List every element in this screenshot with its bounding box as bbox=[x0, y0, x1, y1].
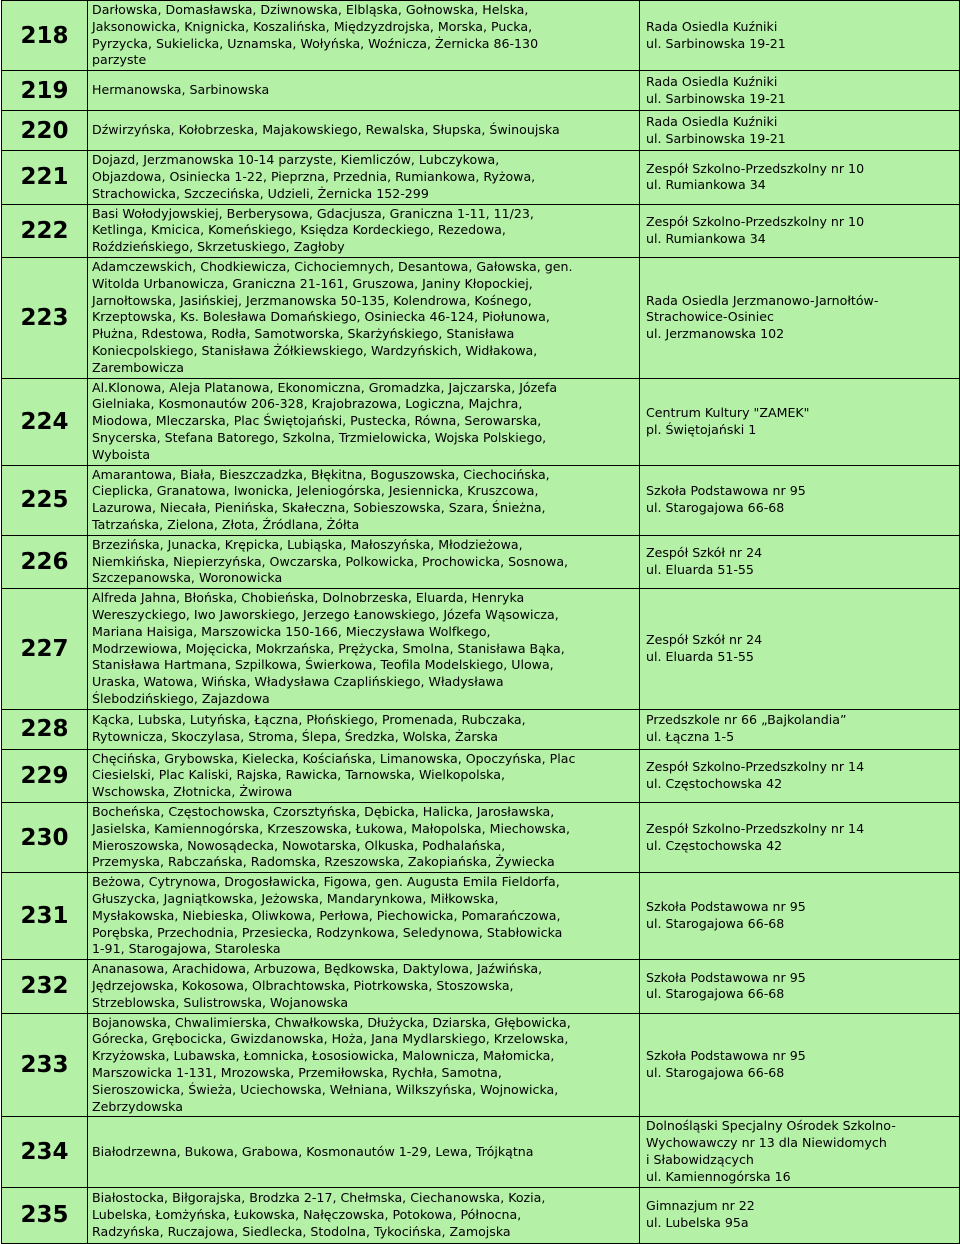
polling-place-line: Wychowawczy nr 13 dla Niewidomych bbox=[646, 1135, 887, 1151]
street-list-line: Jędrzejowska, Kokosowa, Olbrachtowska, Piotrkowska, Stoszowska, bbox=[92, 978, 514, 994]
polling-place-line: Szkoła Podstawowa nr 95 bbox=[646, 483, 806, 499]
district-number: 231 bbox=[2, 873, 88, 960]
polling-place-line: pl. Świętojański 1 bbox=[646, 421, 757, 437]
polling-place-line: Szkoła Podstawowa nr 95 bbox=[646, 969, 806, 985]
table-row bbox=[2, 378, 960, 465]
polling-place-line: i Słabowidzących bbox=[646, 1152, 754, 1168]
polling-place-line: ul. Starogajowa 66-68 bbox=[646, 1065, 785, 1081]
street-list-line: Jasielska, Kamiennogórska, Krzeszowska, Łukowa, Małopolska, Miechowska, bbox=[92, 820, 571, 836]
street-list bbox=[88, 71, 640, 111]
street-list-line: Objazdowa, Osiniecka 1-22, Pieprzna, Przednia, Rumiankowa, Ryżowa, bbox=[92, 168, 536, 184]
street-list-line: Przemyska, Rabczańska, Radomska, Rzeszowska, Zakopiańska, Żywiecka bbox=[92, 854, 555, 870]
street-list bbox=[88, 465, 640, 535]
street-list-line: Pyrzycka, Sukielicka, Uznamska, Wołyńska, Woźnicza, Żernicka 86-130 bbox=[92, 35, 539, 51]
street-list bbox=[88, 151, 640, 204]
street-list-line: Witolda Urbanowicza, Graniczna 21-161, Gruszowa, Janiny Kłopockiej, bbox=[92, 275, 533, 291]
street-list-line: Amarantowa, Biała, Bieszczadzka, Błękitna, Boguszowska, Ciechocińska, bbox=[92, 466, 550, 482]
polling-place bbox=[640, 111, 960, 151]
table-row bbox=[2, 71, 960, 111]
street-list-line: Krzeptowska, Ks. Bolesława Domańskiego, Osiniecka 46-124, Piołunowa, bbox=[92, 309, 550, 325]
polling-place-line: ul. Sarbinowska 19-21 bbox=[646, 90, 786, 106]
street-list-line: Szczepanowska, Woronowicka bbox=[92, 570, 283, 586]
polling-place bbox=[640, 465, 960, 535]
table-row bbox=[2, 1, 960, 71]
street-list-line: Darłowska, Domasławska, Dziwnowska, Elbląska, Gołnowska, Helska, bbox=[92, 2, 529, 17]
street-list-line: Zebrzydowska bbox=[92, 1098, 183, 1114]
district-number: 221 bbox=[2, 151, 88, 204]
street-list-line: Ślebodzińskiego, Zajazdowa bbox=[92, 690, 270, 706]
polling-place-line: ul. Sarbinowska 19-21 bbox=[646, 35, 786, 51]
street-list-line: Wyboista bbox=[92, 446, 151, 462]
district-number: 235 bbox=[2, 1187, 88, 1243]
street-list bbox=[88, 378, 640, 465]
street-list-line: Białostocka, Biłgorajska, Brodzka 2-17, Chełmska, Ciechanowska, Kozia, bbox=[92, 1189, 546, 1205]
polling-place bbox=[640, 1187, 960, 1243]
street-list-line: Stanisława Hartmana, Szpilkowa, Świerkowa, Teofila Modelskiego, Ulowa, bbox=[92, 657, 554, 673]
street-list bbox=[88, 1, 640, 71]
street-list-line: Dojazd, Jerzmanowska 10-14 parzyste, Kiemliczów, Lubczykowa, bbox=[92, 152, 500, 168]
polling-place bbox=[640, 1117, 960, 1187]
district-number: 224 bbox=[2, 378, 88, 465]
street-list-line: Hermanowska, Sarbinowska bbox=[92, 82, 270, 98]
street-list-line: Płużna, Rdestowa, Rodła, Samotworska, Skarżyńskiego, Stanisława bbox=[92, 326, 515, 342]
polling-place-line: Zespół Szkolno-Przedszkolny nr 10 bbox=[646, 160, 865, 176]
district-number: 225 bbox=[2, 465, 88, 535]
street-list bbox=[88, 535, 640, 588]
polling-place-line: Strachowice-Osiniec bbox=[646, 309, 774, 325]
street-list-line: Głuszycka, Jagniątkowska, Jeżowska, Mandarynkowa, Miłkowska, bbox=[92, 891, 499, 907]
table-row bbox=[2, 465, 960, 535]
polling-place-line: ul. Częstochowska 42 bbox=[646, 775, 783, 791]
street-list bbox=[88, 873, 640, 960]
polling-place-line: Gimnazjum nr 22 bbox=[646, 1198, 755, 1214]
polling-place bbox=[640, 709, 960, 749]
table-row bbox=[2, 1013, 960, 1117]
district-number: 227 bbox=[2, 589, 88, 710]
street-list-line: Rytownicza, Skoczylasa, Stroma, Ślepa, Średzka, Wolska, Żarska bbox=[92, 729, 498, 745]
table-row bbox=[2, 709, 960, 749]
polling-place-line: Szkoła Podstawowa nr 95 bbox=[646, 1048, 806, 1064]
street-list-line: Strachowicka, Szczecińska, Udzieli, Żernicka 152-299 bbox=[92, 185, 429, 201]
street-list-line: Beżowa, Cytrynowa, Drogosławicka, Figowa, gen. Augusta Emila Fieldorfa, bbox=[92, 874, 560, 890]
street-list-line: Wschowska, Złotnicka, Żwirowa bbox=[92, 784, 293, 800]
street-list-line: Snycerska, Stefana Batorego, Szkolna, Trzmielowicka, Wojska Polskiego, bbox=[92, 429, 547, 445]
street-list-line: Miodowa, Mleczarska, Plac Świętojański, Pustecka, Równa, Serowarska, bbox=[92, 413, 542, 429]
table-row bbox=[2, 257, 960, 378]
street-list-line: Bocheńska, Częstochowska, Czorsztyńska, Dębicka, Halicka, Jarosławska, bbox=[92, 804, 555, 820]
street-list bbox=[88, 749, 640, 802]
street-list bbox=[88, 257, 640, 378]
polling-place bbox=[640, 960, 960, 1013]
street-list-line: Ciesielski, Plac Kaliski, Rajska, Rawicka, Tarnowska, Wielkopolska, bbox=[92, 767, 505, 783]
polling-place-line: ul. Starogajowa 66-68 bbox=[646, 986, 785, 1002]
street-list-line: Białodrzewna, Bukowa, Grabowa, Kosmonautów 1-29, Lewa, Trójkątna bbox=[92, 1143, 534, 1159]
street-list-line: Jaksonowicka, Knignicka, Koszalińska, Międzyzdrojska, Morska, Pucka, bbox=[92, 18, 533, 34]
street-list-line: Zarembowicza bbox=[92, 359, 185, 375]
street-list bbox=[88, 960, 640, 1013]
polling-place bbox=[640, 873, 960, 960]
street-list bbox=[88, 803, 640, 873]
polling-place-line: Centrum Kultury "ZAMEK" bbox=[646, 404, 810, 420]
table-row bbox=[2, 749, 960, 802]
street-list-line: Krzyżowska, Lubawska, Łomnicka, Łososiowicka, Malownicza, Małomicka, bbox=[92, 1048, 555, 1064]
street-list-line: Ananasowa, Arachidowa, Arbuzowa, Będkowska, Daktylowa, Jaźwińska, bbox=[92, 961, 543, 977]
district-number: 230 bbox=[2, 803, 88, 873]
polling-place bbox=[640, 204, 960, 257]
polling-place-line: Dolnośląski Specjalny Ośrodek Szkolno- bbox=[646, 1118, 896, 1134]
polling-place bbox=[640, 535, 960, 588]
district-number: 226 bbox=[2, 535, 88, 588]
district-number: 218 bbox=[2, 1, 88, 71]
polling-place bbox=[640, 1013, 960, 1117]
polling-place-line: ul. Rumiankowa 34 bbox=[646, 177, 766, 193]
street-list-line: Porębska, Przechodnia, Przesiecka, Rodzynkowa, Seledynowa, Stabłowicka bbox=[92, 924, 563, 940]
table-row bbox=[2, 960, 960, 1013]
table-row bbox=[2, 535, 960, 588]
street-list-line: Dźwirzyńska, Kołobrzeska, Majakowskiego, Rewalska, Słupska, Świnoujska bbox=[92, 122, 560, 138]
polling-place bbox=[640, 1, 960, 71]
street-list-line: Al.Klonowa, Aleja Platanowa, Ekonomiczna, Gromadzka, Jajczarska, Józefa bbox=[92, 379, 558, 395]
polling-place-line: ul. Rumiankowa 34 bbox=[646, 230, 766, 246]
street-list bbox=[88, 709, 640, 749]
polling-place-line: Rada Osiedla Jerzmanowo-Jarnołtów- bbox=[646, 292, 879, 308]
polling-place-line: ul. Jerzmanowska 102 bbox=[646, 326, 785, 342]
district-number: 220 bbox=[2, 111, 88, 151]
street-list bbox=[88, 1013, 640, 1117]
street-list-line: Górecka, Grębocicka, Gwizdanowska, Hoża, Jana Mydlarskiego, Krzelowska, bbox=[92, 1031, 569, 1047]
street-list-line: Sieroszowicka, Świeża, Uciechowska, Wełniana, Wilkszyńska, Wojnowicka, bbox=[92, 1081, 559, 1097]
table-row bbox=[2, 111, 960, 151]
polling-place-line: ul. Częstochowska 42 bbox=[646, 837, 783, 853]
polling-place-line: Rada Osiedla Kuźniki bbox=[646, 73, 778, 89]
district-number: 229 bbox=[2, 749, 88, 802]
street-list-line: Kącka, Lubska, Lutyńska, Łączna, Płońskiego, Promenada, Rubczaka, bbox=[92, 712, 526, 728]
polling-place bbox=[640, 378, 960, 465]
district-number: 233 bbox=[2, 1013, 88, 1117]
street-list bbox=[88, 1187, 640, 1243]
districts-table-body bbox=[2, 1, 960, 1244]
polling-place bbox=[640, 151, 960, 204]
polling-place-line: Rada Osiedla Kuźniki bbox=[646, 18, 778, 34]
street-list bbox=[88, 204, 640, 257]
table-row bbox=[2, 151, 960, 204]
polling-place-line: Zespół Szkolno-Przedszkolny nr 14 bbox=[646, 820, 865, 836]
street-list-line: Jarnołtowska, Jasińskiej, Jerzmanowska 50-135, Kolendrowa, Kośnego, bbox=[92, 292, 532, 308]
street-list bbox=[88, 589, 640, 710]
table-row bbox=[2, 873, 960, 960]
polling-place-line: ul. Lubelska 95a bbox=[646, 1215, 749, 1231]
polling-place-line: Zespół Szkół nr 24 bbox=[646, 632, 763, 648]
table-row bbox=[2, 803, 960, 873]
street-list-line: Ketlinga, Kmicica, Komeńskiego, Księdza Kordeckiego, Rezedowa, bbox=[92, 222, 506, 238]
polling-place-line: Zespół Szkolno-Przedszkolny nr 10 bbox=[646, 213, 865, 229]
street-list-line: Lazurowa, Niecała, Pienińska, Skałeczna, Sobieszowska, Szara, Śnieżna, bbox=[92, 500, 546, 516]
district-number: 232 bbox=[2, 960, 88, 1013]
table-row bbox=[2, 589, 960, 710]
district-number: 223 bbox=[2, 257, 88, 378]
polling-place-line: ul. Eluarda 51-55 bbox=[646, 648, 754, 664]
district-number: 234 bbox=[2, 1117, 88, 1187]
table-row bbox=[2, 1187, 960, 1243]
street-list-line: Wereszyckiego, Iwo Jaworskiego, Jerzego Łanowskiego, Józefa Wąsowicza, bbox=[92, 606, 559, 622]
street-list-line: Niemkińska, Niepierzyńska, Owczarska, Polkowicka, Prochowicka, Sosnowa, bbox=[92, 553, 569, 569]
street-list-line: Gielniaka, Kosmonautów 206-328, Krajobrazowa, Logiczna, Majchra, bbox=[92, 396, 523, 412]
street-list-line: parzyste bbox=[92, 52, 147, 68]
street-list-line: Alfreda Jahna, Błońska, Chobieńska, Dolnobrzeska, Eluarda, Henryka bbox=[92, 590, 525, 606]
street-list-line: Strzeblowska, Sulistrowska, Wojanowska bbox=[92, 994, 349, 1010]
street-list-line: Marszowicka 1-131, Mrozowska, Przemiłowska, Rychła, Samotna, bbox=[92, 1065, 502, 1081]
polling-place-line: ul. Kamiennogórska 16 bbox=[646, 1168, 791, 1184]
street-list-line: Chęcińska, Grybowska, Kielecka, Kościańska, Limanowska, Opoczyńska, Plac bbox=[92, 750, 576, 766]
polling-place-line: Rada Osiedla Kuźniki bbox=[646, 113, 778, 129]
street-list-line: Mysłakowska, Niebieska, Oliwkowa, Perłowa, Piechowicka, Pomarańczowa, bbox=[92, 907, 561, 923]
street-list-line: Mariana Haisiga, Marszowicka 150-166, Mieczysława Wolfkego, bbox=[92, 623, 491, 639]
polling-place bbox=[640, 257, 960, 378]
table-row bbox=[2, 204, 960, 257]
street-list-line: Roździeńskiego, Skrzetuskiego, Zagłoby bbox=[92, 239, 345, 255]
street-list bbox=[88, 111, 640, 151]
street-list-line: Basi Wołodyjowskiej, Berberysowa, Gdacjusza, Graniczna 1-11, 11/23, bbox=[92, 205, 534, 221]
polling-place bbox=[640, 803, 960, 873]
district-number: 228 bbox=[2, 709, 88, 749]
districts-table bbox=[1, 0, 960, 1244]
polling-place bbox=[640, 589, 960, 710]
street-list bbox=[88, 1117, 640, 1187]
street-list-line: Adamczewskich, Chodkiewicza, Cichociemnych, Desantowa, Gałowska, gen. bbox=[92, 258, 573, 274]
street-list-line: Koniecpolskiego, Stanisława Żółkiewskiego, Wardzyńskich, Widłakowa, bbox=[92, 342, 538, 358]
polling-place-line: ul. Starogajowa 66-68 bbox=[646, 500, 785, 516]
street-list-line: Bojanowska, Chwalimierska, Chwałkowska, Dłużycka, Dziarska, Głębowicka, bbox=[92, 1014, 571, 1030]
polling-place-line: Zespół Szkolno-Przedszkolny nr 14 bbox=[646, 759, 865, 775]
table-row bbox=[2, 1117, 960, 1187]
street-list-line: Lubelska, Łomżyńska, Łukowska, Nałęczowska, Potokowa, Północna, bbox=[92, 1206, 522, 1222]
street-list-line: Modrzewiowa, Mojęcicka, Mokrzańska, Prężycka, Smolna, Stanisława Bąka, bbox=[92, 640, 565, 656]
district-number: 219 bbox=[2, 71, 88, 111]
polling-place-line: ul. Eluarda 51-55 bbox=[646, 561, 754, 577]
polling-place bbox=[640, 71, 960, 111]
street-list-line: Cieplicka, Granatowa, Iwonicka, Jeleniogórska, Jesiennicka, Kruszcowa, bbox=[92, 483, 539, 499]
street-list-line: Tatrzańska, Zielona, Złota, Źródlana, Żółta bbox=[92, 516, 360, 532]
polling-place-line: Zespół Szkół nr 24 bbox=[646, 545, 763, 561]
polling-place-line: ul. Sarbinowska 19-21 bbox=[646, 130, 786, 146]
street-list-line: Brzezińska, Junacka, Krępicka, Lubiąska, Małoszyńska, Młodzieżowa, bbox=[92, 536, 523, 552]
street-list-line: 1-91, Starogajowa, Staroleska bbox=[92, 941, 281, 957]
polling-place-line: ul. Starogajowa 66-68 bbox=[646, 916, 785, 932]
polling-place-line: Szkoła Podstawowa nr 95 bbox=[646, 899, 806, 915]
polling-place bbox=[640, 749, 960, 802]
street-list-line: Uraska, Watowa, Wińska, Władysława Czaplińskiego, Władysława bbox=[92, 674, 504, 690]
polling-place-line: ul. Łączna 1-5 bbox=[646, 729, 735, 745]
street-list-line: Radzyńska, Ruczajowa, Siedlecka, Stodolna, Tykocińska, Zamojska bbox=[92, 1223, 511, 1239]
district-number: 222 bbox=[2, 204, 88, 257]
street-list-line: Mieroszowska, Nowosądecka, Nowotarska, Olkuska, Podhalańska, bbox=[92, 837, 506, 853]
polling-place-line: Przedszkole nr 66 „Bajkolandia” bbox=[646, 712, 847, 728]
